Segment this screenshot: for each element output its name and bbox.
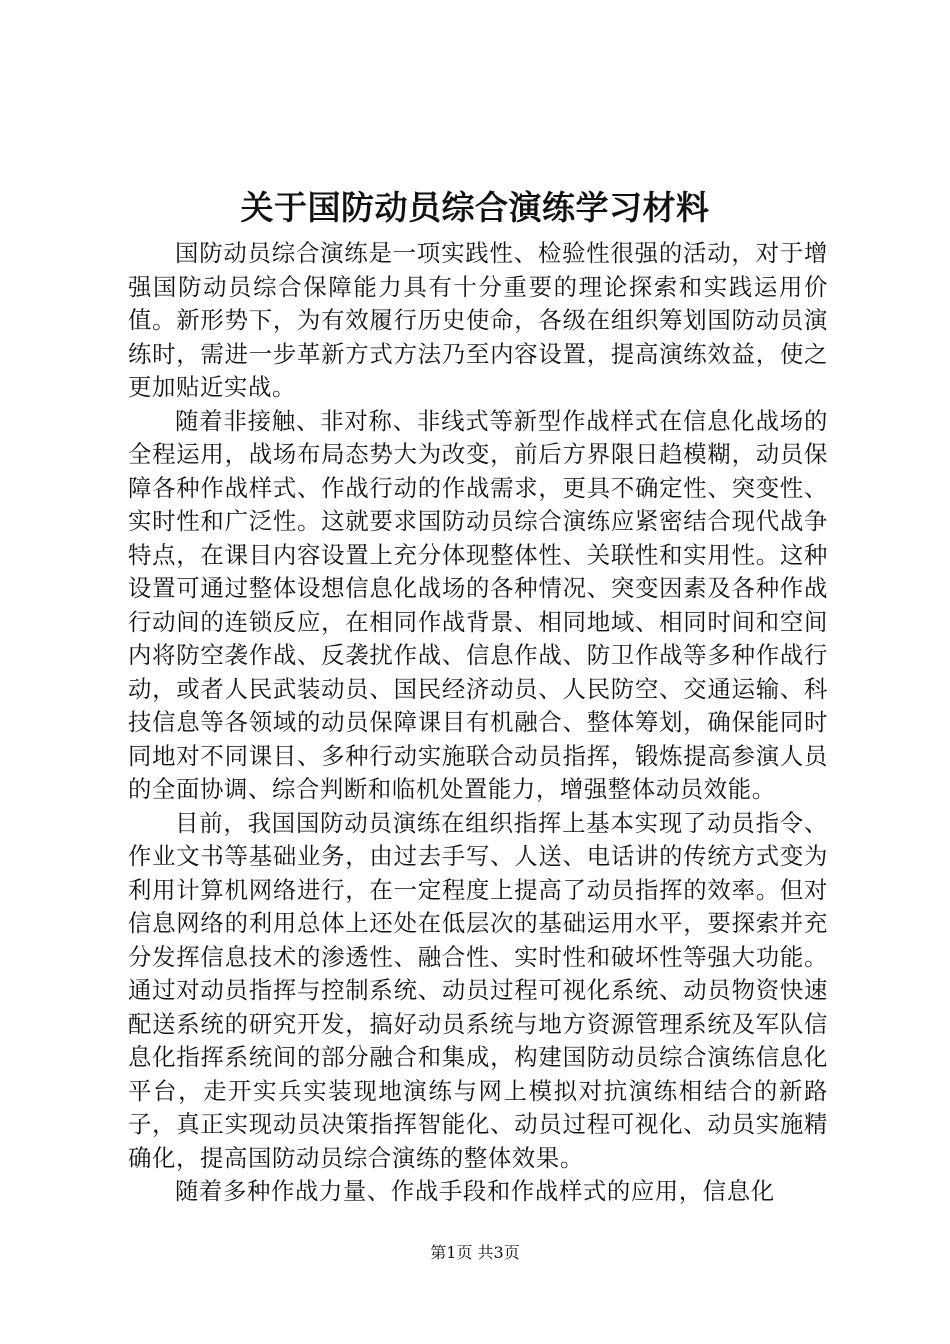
- body-paragraph: 目前，我国国防动员演练在组织指挥上基本实现了动员指令、作业文书等基础业务，由过去手写、人送、电话讲的传统方式变为利用计算机网络进行，在一定程度上提高了动员指挥的效率。但对信息网络的利用总体上还处在低层次的基础运用水平，要探索并充分发挥信息技术的渗透性、融合性、实时性和破坏性等强大功能。通过对动员指挥与控制系统、动员过程可视化系统、动员物资快速配送系统的研究开发，搞好动员系统与地方资源管理系统及军队信息化指挥系统间的部分融合和集成，构建国防动员综合演练信息化平台，走开实兵实装现地演练与网上模拟对抗演练相结合的新路子，真正实现动员决策指挥智能化、动员过程可视化、动员实施精确化，提高国防动员综合演练的整体效果。: [128, 808, 828, 1172]
- document-body: [128, 237, 828, 1209]
- body-paragraph: 随着非接触、非对称、非线式等新型作战样式在信息化战场的全程运用，战场布局态势大为改变，前后方界限日趋模糊，动员保障各种作战样式、作战行动的作战需求，更具不确定性、突变性、实时性和广泛性。这就要求国防动员综合演练应紧密结合现代战争特点，在课目内容设置上充分体现整体性、关联性和实用性。这种设置可通过整体设想信息化战场的各种情况、突变因素及各种作战行动间的连锁反应，在相同作战背景、相同地域、相同时间和空间内将防空袭作战、反袭扰作战、信息作战、防卫作战等多种作战行动，或者人民武装动员、国民经济动员、人民防空、交通运输、科技信息等各领域的动员保障课目有机融合、整体筹划，确保能同时同地对不同课目、多种行动实施联合动员指挥，锻炼提高参演人员的全面协调、综合判断和临机处置能力，增强整体动员效能。: [128, 406, 828, 803]
- body-paragraph: 国防动员综合演练是一项实践性、检验性很强的活动，对于增强国防动员综合保障能力具有十分重要的理论探索和实践运用价值。新形势下，为有效履行历史使命，各级在组织筹划国防动员演练时，需进一步革新方式方法乃至内容设置，提高演练效益，使之更加贴近实战。: [128, 239, 828, 401]
- page-number-footer: 第1页 共3页: [430, 1243, 520, 1262]
- body-paragraph: 随着多种作战力量、作战手段和作战样式的应用，信息化: [175, 1177, 775, 1205]
- document-title: 关于国防动员综合演练学习材料: [240, 188, 710, 227]
